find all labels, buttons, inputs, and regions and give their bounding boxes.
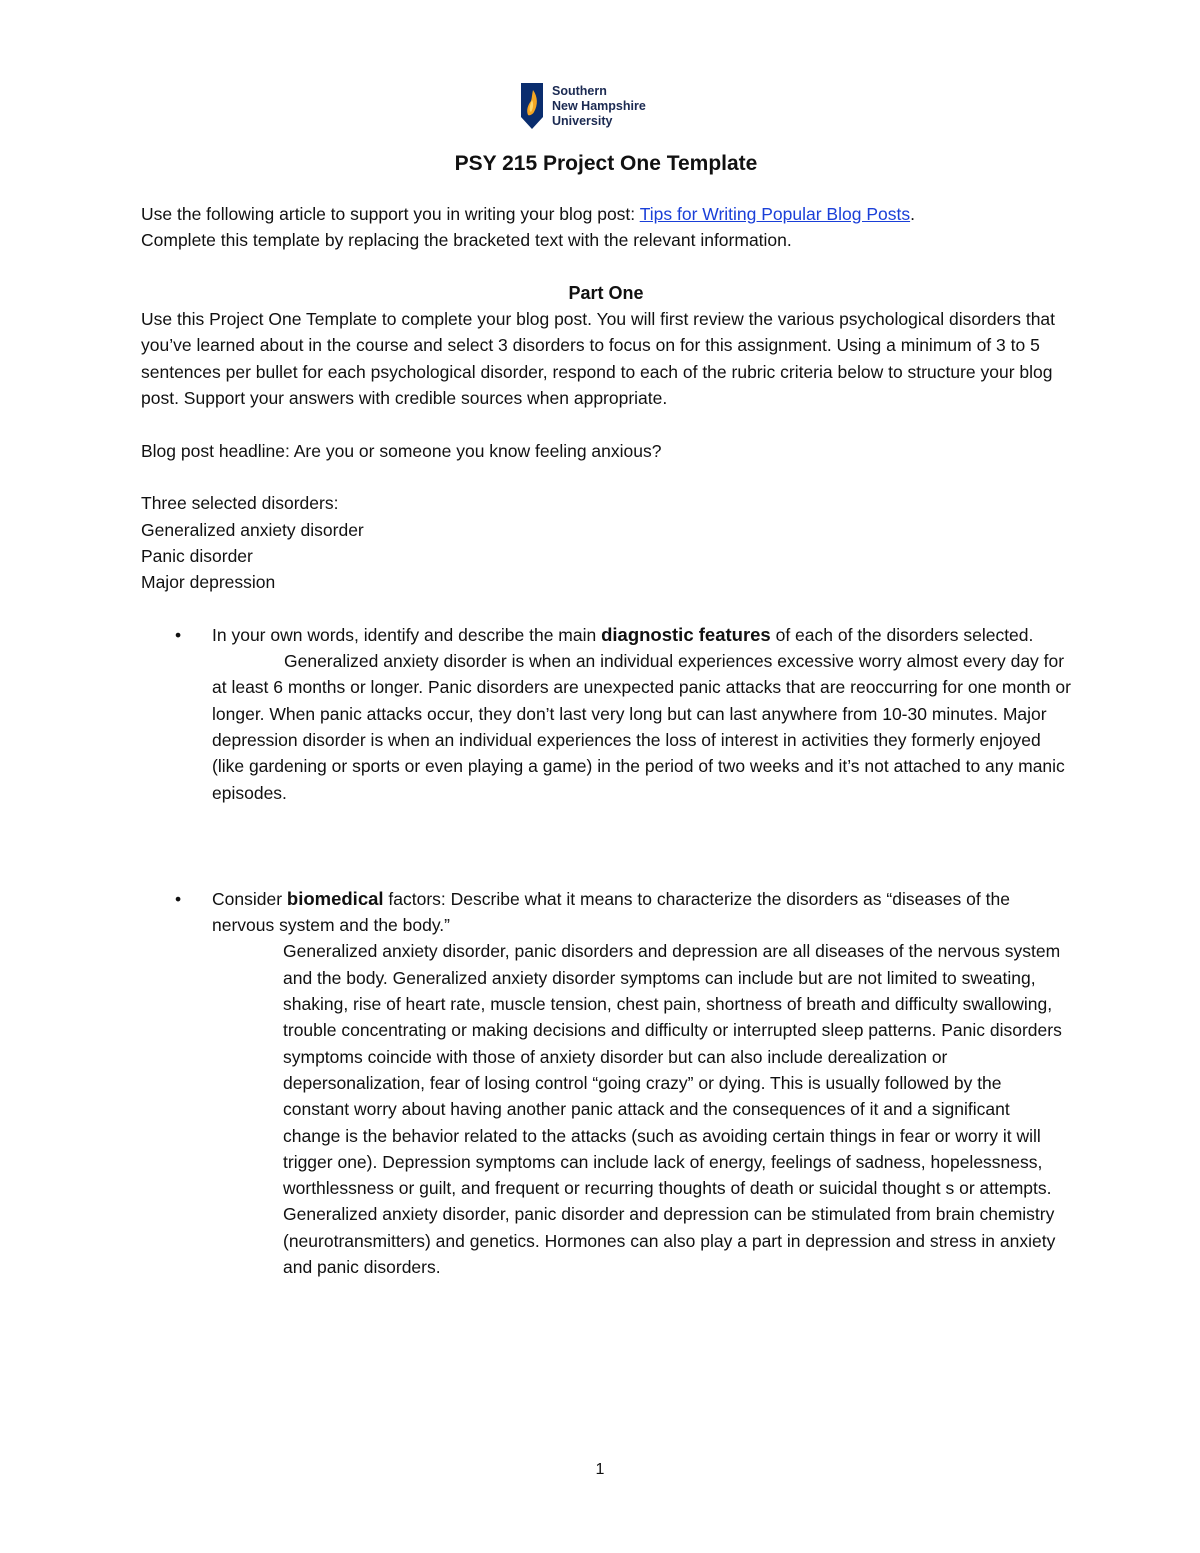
disorders-label: Three selected disorders: [141, 493, 339, 514]
intro-text: Use the following article to support you in writing your blog post: [141, 204, 640, 224]
intro-period: . [910, 204, 915, 224]
bullet-icon: • [175, 888, 182, 909]
spacer [141, 411, 1071, 437]
rubric-bullet-list [141, 622, 1071, 1281]
bullet-prompt [212, 622, 1071, 648]
logo-wordmark [552, 84, 646, 129]
intro-line-1 [141, 201, 1071, 227]
university-logo [521, 83, 646, 129]
bullet-answer: Generalized anxiety disorder, panic disorders and depression are all diseases of the nervous system and the body. Generalized anxiety disorder symptoms can include but are not limited to sweating, shaking, rise of heart rate, muscle tension, chest pain, shortness of breath and difficulty swallowing, trouble concentrating or making decisions and difficulty or interrupted sleep patterns. Panic disorders symptoms coincide with those of anxiety disorder but can also include derealization or depersonalization, fear of losing control “going crazy” or dying. This is usually followed by the constant worry about having another panic attack and the consequences of it and a significant change is the behavior related to the attacks (such as avoiding certain things in fear or worry it will trigger one). Depression symptoms can include lack of energy, feelings of sadness, hopelessness, worthlessness or guilt, and frequent or recurring thoughts of death or suicidal thought s or attempts. Generalized anxiety disorder, panic disorder and depression can be stimulated from brain chemistry (neurotransmitters) and genetics. Hormones can also play a part in depression and stress in anxiety and panic disorders. [283, 941, 1062, 1277]
document-title: PSY 215 Project One Template [454, 152, 758, 175]
blog-headline: Blog post headline: Are you or someone you know feeling anxious? [141, 440, 662, 461]
bullet-prompt [212, 886, 1071, 939]
intro-line-2: Complete this template by replacing the bracketed text with the relevant information. [141, 230, 792, 251]
document-body [141, 150, 1071, 1280]
bullet-answer: Generalized anxiety disorder is when an individual experiences excessive worry almost every day for at least 6 months or longer. Panic disorders are unexpected panic attacks that are reoccurring for one month or longer. When panic attacks occur, they don’t last very long but can last anywhere from 10-30 minutes. Major depression disorder is when an individual experiences the loss of interest in activities they formerly enjoyed (like gardening or sports or even playing a game) in the period of two weeks and it’s not attached to any manic episodes. [212, 651, 1071, 803]
disorder-item: Generalized anxiety disorder [141, 519, 364, 540]
prompt-text: Consider [212, 888, 287, 909]
flame-shield-icon [521, 83, 543, 129]
prompt-text: of each of the disorders selected. [770, 624, 1034, 645]
part-one-instructions: Use this Project One Template to complete your blog post. You will first review the various psychological disorders that you’ve learned about in the course and select 3 disorders to focus on for this assignment. Using a minimum of 3 to 5 sentences per bullet for each psychological disorder, respond to each of the rubric criteria below to structure your blog post. Support your answers with credible sources when appropriate. [141, 309, 1056, 409]
prompt-text: In your own words, identify and describe the main [212, 624, 602, 645]
spacer [141, 254, 1071, 280]
spacer [141, 595, 1071, 621]
logo-line: Southern [552, 83, 607, 98]
tips-article-link[interactable]: Tips for Writing Popular Blog Posts [639, 204, 911, 224]
prompt-keyword: diagnostic features [601, 623, 771, 645]
disorder-item: Panic disorder [141, 545, 253, 566]
rubric-bullet [141, 622, 1071, 806]
bullet-icon: • [175, 624, 182, 645]
spacer [141, 464, 1071, 490]
page-number: 1 [595, 1461, 605, 1478]
disorder-item: Major depression [141, 572, 276, 593]
logo-line: New Hampshire [552, 98, 646, 113]
prompt-text: factors: Describe what it means to characterize the disorders as “diseases of the nervous system and the body.” [212, 888, 1010, 936]
part-one-heading: Part One [568, 282, 644, 303]
prompt-keyword: biomedical [286, 887, 384, 909]
rubric-bullet [141, 886, 1071, 1280]
logo-line: University [552, 113, 613, 128]
